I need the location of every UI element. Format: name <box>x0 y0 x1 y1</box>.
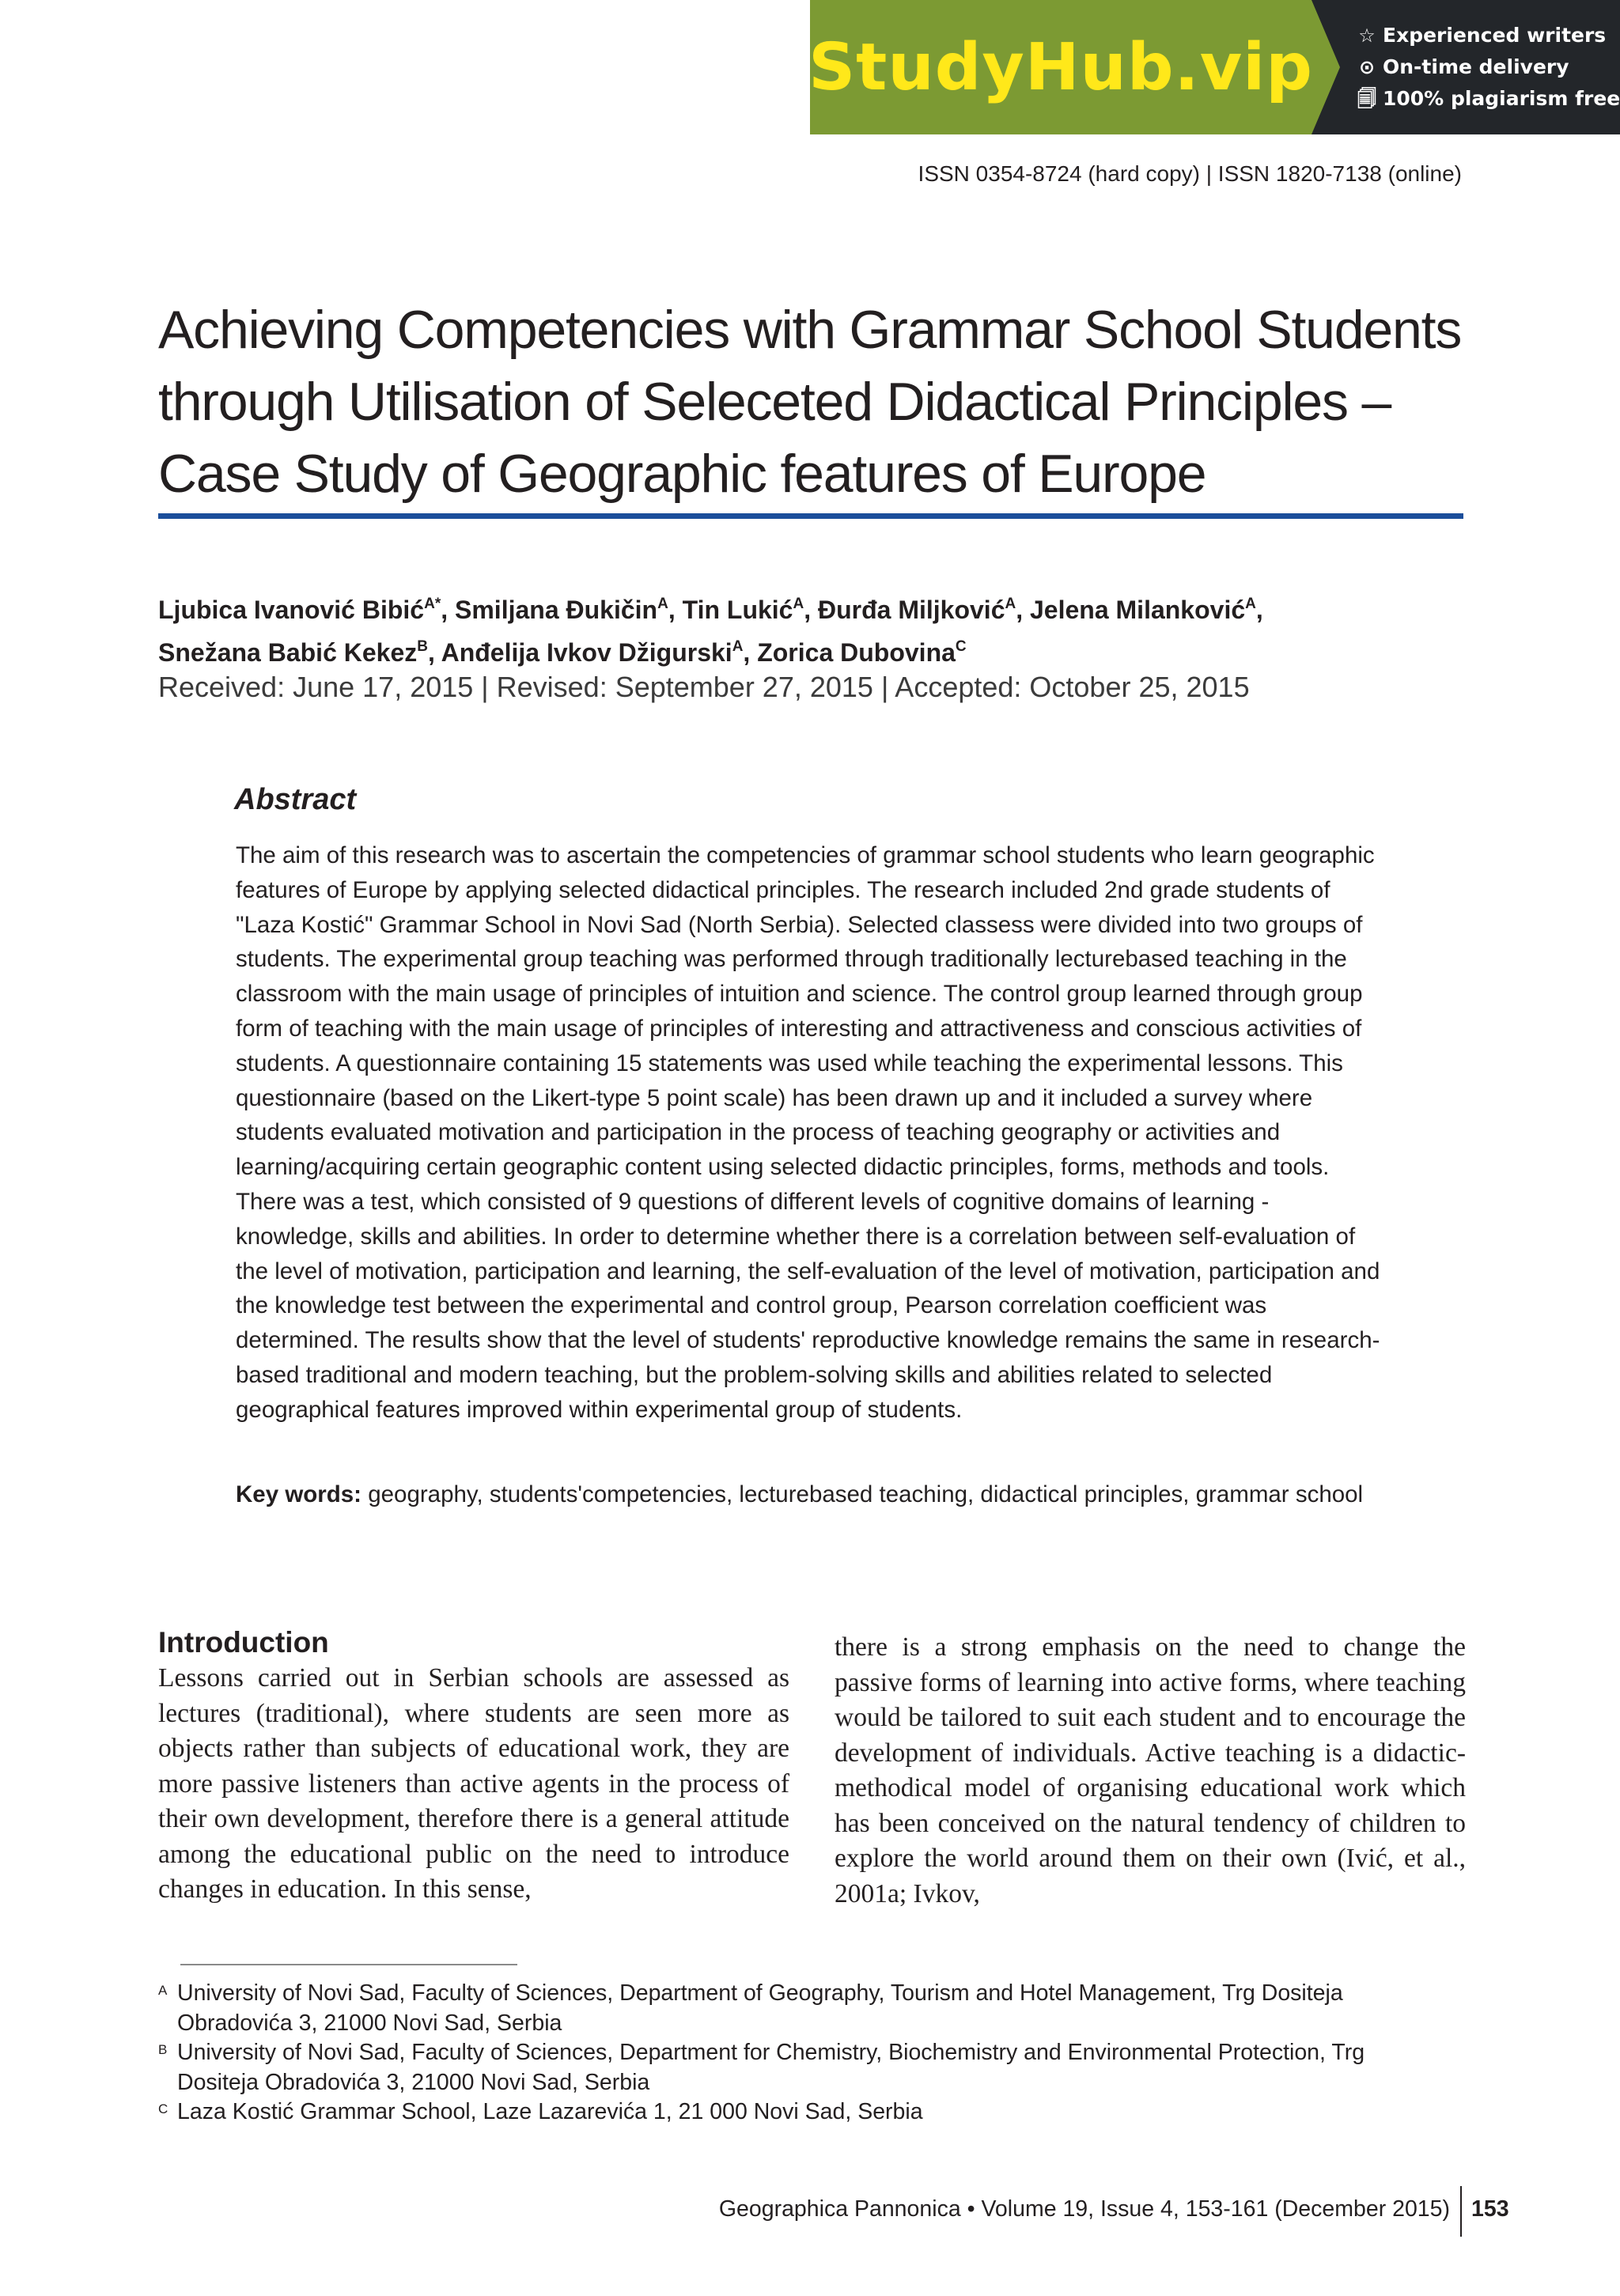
author-affiliation-mark: A <box>1005 596 1016 612</box>
footnote-mark: A <box>158 1983 168 1998</box>
footnote-divider <box>180 1964 517 1965</box>
keywords-label: Key words: <box>236 1481 362 1507</box>
title-divider <box>158 513 1463 519</box>
author-affiliation-mark: A <box>657 596 668 612</box>
studyhub-logo[interactable] <box>810 0 1312 134</box>
abstract-text: The aim of this research was to ascertain the competencies of grammar school students who learn geographic features of Europe by applying selected didactical principles. The research included 2nd grade students of "Laza Kostić" Grammar School in Novi Sad (North Serbia). Selected classess were divided into two groups of students. The experimental group teaching was performed through traditionally lecturebased teaching in the classroom with the main usage of principles of intuition and science. The control group learned through group form of teaching with the main usage of principles of interesting and attractiveness and conscious activities of students. A questionnaire containing 15 statements was used while teaching the experimental lessons. This questionnaire (based on the Likert-type 5 point scale) has been drawn up and it included a survey where students evaluated motivation and participation in the process of teaching geography or activities and learning/acquiring certain geographic content using selected didactic principles, forms, methods and tools. There was a test, which consisted of 9 questions of different levels of cognitive domains of learning - knowledge, skills and abilities. In order to determine whether there is a correlation between self-evaluation of the level of motivation, participation and learning, the self-evaluation of the level of motivation, participation and the knowledge test between the experimental and control group, Pearson correlation coefficient was determined. The results show that the level of students' reproductive knowledge remains the same in research-based traditional and modern teaching, but the problem-solving skills and abilities related to selected geographical features improved within experimental group of students. <box>236 842 1380 1423</box>
footnote-a <box>158 1979 1424 2038</box>
footnote-b <box>158 2038 1424 2097</box>
author-affiliation-mark: A <box>1245 596 1256 612</box>
author-affiliation-mark: C <box>955 638 967 655</box>
feature-on-time-delivery <box>1357 54 1620 81</box>
star-icon: ☆ <box>1358 25 1376 47</box>
intro-column-right <box>835 1630 1466 1912</box>
feature-plagiarism-free <box>1357 85 1620 112</box>
issn-line: ISSN 0354-8724 (hard copy) | ISSN 1820-7138 (online) <box>918 161 1462 186</box>
logo-text: StudyHub.vip <box>808 29 1313 105</box>
author-affiliation-mark: B <box>417 638 428 655</box>
author-list: Ljubica Ivanović Bibić$^{A*}$, Smiljana Đukičin$^A$, Tin Lukić$^A$, Đurđa Miljković$^A$, Jelena Milanković$^A$, Snežana Babić Kekez$^B$, Anđelija Ivkov Džigurski$^A$, Zorica Dubovina$^C$ <box>158 596 1263 667</box>
paper-title: Achieving Competencies with Grammar School Students through Utilisation of Seleceted Didactical Principles – Case Study of Geographic features of Europe <box>158 300 1462 504</box>
author-name: Anđelija Ivkov Džigurski <box>441 638 732 667</box>
journal-citation: Geographica Pannonica • Volume 19, Issue 4, 153-161 (December 2015) <box>718 2196 1450 2222</box>
author-name: Snežana Babić Kekez <box>158 638 418 667</box>
author-name: Smiljana Đukičin <box>455 596 658 624</box>
keywords-text: geography, students'competencies, lecturebased teaching, didactical principles, grammar school <box>368 1481 1364 1507</box>
clock-icon: ⊙ <box>1358 56 1376 78</box>
author-name: Jelena Milanković <box>1030 596 1246 624</box>
author-name: Tin Lukić <box>682 596 793 624</box>
footnote-text: University of Novi Sad, Faculty of Sciences, Department of Geography, Tourism and Hotel Management, Trg Dositeja Obradovića 3, 21000 Novi Sad, Serbia <box>177 1980 1343 2036</box>
abstract-heading: Abstract <box>234 783 357 816</box>
publication-dates: Received: June 17, 2015 | Revised: September 27, 2015 | Accepted: October 25, 2015 <box>158 671 1250 703</box>
document-check-icon: 🗐 <box>1357 88 1376 110</box>
feature-label: On-time delivery <box>1383 55 1569 78</box>
studyhub-banner[interactable] <box>810 0 1620 134</box>
intro-paragraph-right: there is a strong emphasis on the need to change the passive forms of learning into active forms, where teaching would be tailored to suit each student and to encourage the development of individuals. Active teaching is a didactic-methodical model of organising educational work which has been conceived on the natural tendency of children to explore the world around them on their own (Ivić, et al., 2001a; Ivkov, <box>835 1632 1466 1908</box>
author-name: Zorica Dubovina <box>757 638 956 667</box>
author-name: Ljubica Ivanović Bibić <box>158 596 425 624</box>
footnote-text: University of Novi Sad, Faculty of Sciences, Department for Chemistry, Biochemistry and Environmental Protection, Trg Dositeja Obradovića 3, 21000 Novi Sad, Serbia <box>177 2040 1365 2095</box>
feature-label: 100% plagiarism free <box>1383 87 1620 110</box>
page-number-divider <box>1460 2186 1462 2237</box>
footnote-c <box>158 2097 1424 2128</box>
feature-label: Experienced writers <box>1383 24 1607 47</box>
introduction-heading: Introduction <box>158 1626 329 1659</box>
banner-features <box>1340 0 1620 134</box>
author-affiliation-mark: A* <box>424 596 441 612</box>
author-affiliation-mark: A <box>793 596 804 612</box>
footnote-mark: B <box>158 2042 168 2057</box>
page-number: 153 <box>1471 2196 1509 2222</box>
footnote-text: Laza Kostić Grammar School, Laze Lazarevića 1, 21 000 Novi Sad, Serbia <box>177 2099 923 2124</box>
author-name: Đurđa Miljković <box>817 596 1005 624</box>
intro-paragraph-left: Lessons carried out in Serbian schools are assessed as lectures (traditional), where students are seen more as objects rather than subjects of educational work, they are more passive listeners than active agents in the process of their own development, therefore there is a general attitude among the educational public on the need to introduce changes in education. In this sense, <box>158 1663 789 1904</box>
banner-arrow-shape <box>1312 0 1340 134</box>
affiliation-footnotes <box>158 1979 1424 2128</box>
keywords <box>236 1477 1391 1512</box>
feature-experienced-writers <box>1357 22 1620 49</box>
intro-column-left <box>158 1625 789 1908</box>
author-affiliation-mark: A <box>732 638 744 655</box>
footnote-mark: C <box>158 2101 168 2116</box>
